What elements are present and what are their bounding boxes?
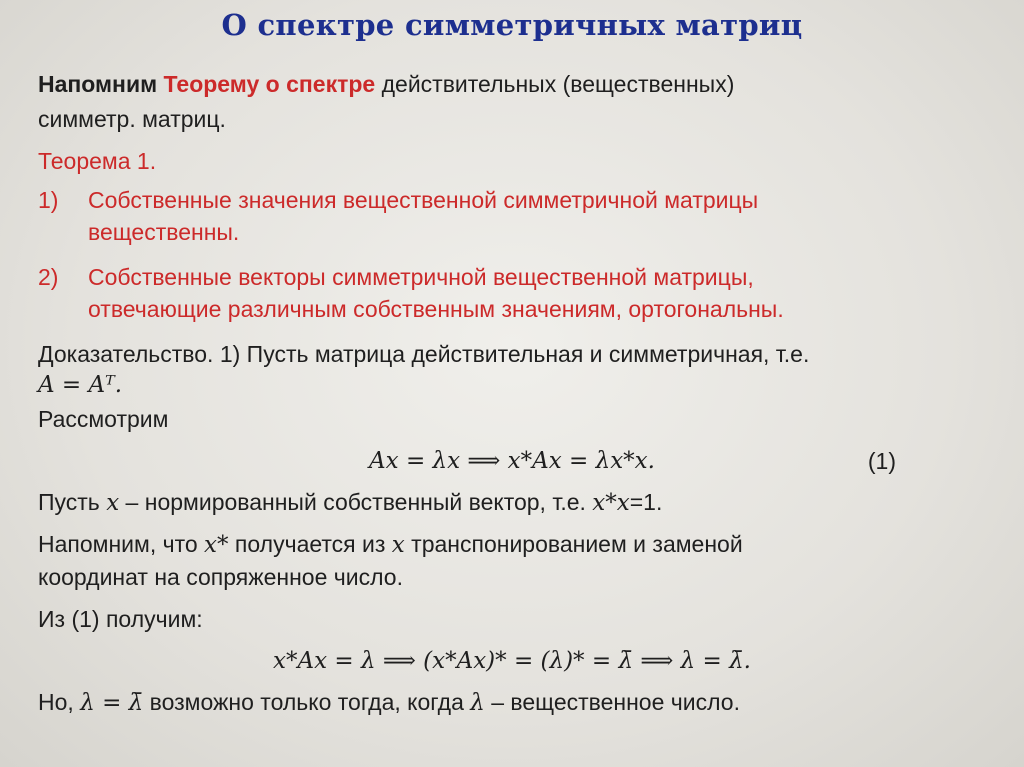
theorem-heading: Теорема 1. — [38, 148, 157, 174]
theorem-item-2-line-2: отвечающие различным собственным значениям, ортогональны. — [88, 296, 784, 322]
proof-from1: Из (1) получим: — [38, 606, 203, 632]
but-b: возможно только тогда, когда — [143, 689, 471, 715]
proof-line-1: Доказательство. 1) Пусть матрица действительная и симметричная, т.е. — [38, 341, 810, 367]
equation-1: Ax = λx ⟹ x*Ax = λx*x. — [369, 448, 655, 474]
intro-lead: Напомним — [38, 71, 158, 97]
but-a: Но, — [38, 689, 81, 715]
recall-a: Напомним, что — [38, 531, 205, 557]
proof-let-line — [38, 486, 998, 519]
let-math: x*x — [592, 490, 630, 516]
recall-b: получается из — [228, 531, 392, 557]
theorem-item-1-line-2: вещественны. — [88, 219, 240, 245]
proof-line-2-math: A = Aᵀ. — [38, 372, 123, 398]
proof-recall-line-2: координат на сопряженное число. — [38, 564, 403, 590]
let-text: Пусть — [38, 489, 107, 515]
intro-line-2: симметр. матриц. — [38, 106, 226, 132]
but-var: λ — [470, 690, 485, 716]
recall-c: транспонированием и заменой — [404, 531, 743, 557]
equation-1-number: (1) — [867, 448, 896, 474]
proof-conclusion — [38, 686, 998, 719]
intro-highlight: Теорему о спектре — [163, 71, 376, 97]
let-rest: – нормированный собственный вектор, т.е. — [119, 489, 593, 515]
equation-2: x*Ax = λ ⟹ (x*Ax)* = (λ)* = λ̄ ⟹ λ = λ̄. — [273, 648, 751, 674]
let-var: x — [106, 490, 120, 516]
but-math: λ = λ̄ — [80, 690, 144, 716]
theorem-item-1-line-1: Собственные значения вещественной симметричной матрицы — [88, 187, 759, 213]
recall-var1: x* — [204, 532, 229, 558]
intro-line-1 — [38, 68, 998, 100]
but-c: – вещественное число. — [484, 689, 740, 715]
proof-consider: Рассмотрим — [38, 406, 169, 432]
theorem-item-1-marker: 1) — [38, 187, 59, 213]
proof-recall-line-1 — [38, 528, 998, 561]
theorem-item-2-marker: 2) — [38, 264, 59, 290]
let-end: =1. — [629, 489, 663, 515]
recall-var2: x — [391, 532, 405, 558]
intro-rest: действительных (вещественных) — [375, 71, 735, 97]
theorem-item-2-line-1: Собственные векторы симметричной вещественной матрицы, — [88, 264, 754, 290]
slide-title: О спектре симметричных матриц — [221, 8, 803, 42]
